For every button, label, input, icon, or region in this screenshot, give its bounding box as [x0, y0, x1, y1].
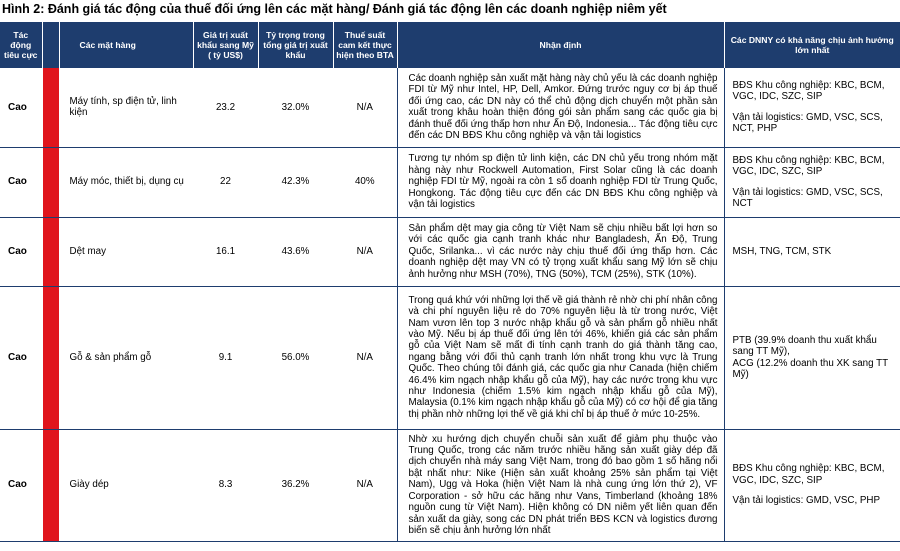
- stocks-cell: [724, 286, 900, 429]
- impact-level: Cao: [0, 217, 42, 286]
- bta-tax: N/A: [333, 217, 397, 286]
- impact-bar: [42, 68, 59, 147]
- impact-bar: [42, 147, 59, 217]
- export-share: 42.3%: [258, 147, 333, 217]
- comment-text: Sản phẩm dệt may gia công từ Việt Nam sẽ chịu nhiều bất lợi hơn so với các quốc gia cạnh tranh khác như Bangladesh, Ấn Độ, Trung Quốc, Srilanka... vì các nước này chịu thuế đối ứng thấp hơn. Các doanh nghiệp dệt may VN có tỷ trọng xuất khẩu sang Mỹ lớn sẽ chịu ảnh hưởng như MSH (70%), TNG (50%), TCM (25%), STK (10%).: [397, 217, 724, 286]
- stocks-industrial-park: BĐS Khu công nghiệp: KBC, BCM, VGC, IDC, SZC, SIP: [732, 79, 885, 103]
- figure-title: Hình 2: Đánh giá tác động của thuế đối ứng lên các mặt hàng/ Đánh giá tác động lên các doanh nghiệp niêm yết: [2, 2, 667, 16]
- sector-name: Dệt may: [59, 217, 193, 286]
- comment-text: Tương tự nhóm sp điện tử linh kiện, các DN chủ yếu trong nhóm mặt hàng này như Rockwell Automation, First Solar cũng là các doanh nghiệp FDI từ Mỹ, ngoài ra còn 1 số doanh nghiệp FDI từ Trung Quốc, Hongkong. Tác động tiêu cực đến các DN BĐS Khu công nghiệp và vận tải logistics: [397, 147, 724, 217]
- table-row: [0, 147, 900, 217]
- stocks-cell: [724, 68, 900, 147]
- sector-name: Máy tính, sp điện tử, linh kiện: [59, 68, 193, 147]
- table-row: [0, 217, 900, 286]
- export-value: 8.3: [193, 429, 258, 541]
- stocks-logistics: Vận tải logistics: GMD, VSC, PHP: [732, 495, 881, 507]
- bta-tax: N/A: [333, 286, 397, 429]
- export-value: 16.1: [193, 217, 258, 286]
- impact-level: Cao: [0, 147, 42, 217]
- table-row: [0, 429, 900, 541]
- stocks-cell: [724, 217, 900, 286]
- impact-level: Cao: [0, 68, 42, 147]
- stocks-industrial-park: BĐS Khu công nghiệp: KBC, BCM, VGC, IDC, SZC, SIP: [732, 154, 885, 178]
- header-comment: Nhận định: [397, 22, 724, 68]
- impact-level: Cao: [0, 286, 42, 429]
- impact-bar: [42, 217, 59, 286]
- header-sector: Các mặt hàng: [59, 22, 193, 68]
- export-value: 22: [193, 147, 258, 217]
- table-row: [0, 68, 900, 147]
- sector-name: Giày dép: [59, 429, 193, 541]
- header-stocks: Các DNNY có khả năng chịu ảnh hưởng lớn nhất: [724, 22, 900, 68]
- export-value: 23.2: [193, 68, 258, 147]
- stocks-ptb: PTB (39.9% doanh thu xuất khẩu sang TT Mỹ),: [732, 334, 877, 358]
- header-export-value: Giá trị xuất khẩu sang Mỹ ( tỷ US$): [193, 22, 258, 68]
- comment-text: Trong quá khứ với những lợi thế về giá thành rẻ nhờ chi phí nhân công và chi phí nguyên liệu rẻ do 70% nguyên liệu là từ trong nước, Việt Nam vươn lên top 3 nước nhập khẩu gỗ và sản phẩm gỗ nhiều nhất vào Mỹ. Nếu bị áp thuế đối ứng lên tới 46%, khiến giá các sản phẩm gỗ của Việt Nam sẽ mất đi tính cạnh tranh do giá thành tăng cao, ngang bằng với đối thủ cạnh tranh lớn nhất trong khu vực là Trung Quốc. Theo chúng tôi đánh giá, các quốc gia như Canada (hiện chiếm 46.4% kim ngạch nhập khẩu gỗ của Mỹ), hay các nước trong khu vực như Indonesia (chiếm 1.5% kim ngạch nhập khẩu gỗ của Mỹ), Malaysia (0.1% kim ngạch nhập khẩu gỗ của Mỹ) có cơ hội để gia tăng thị phần nhờ những lợi thế về giá khi chỉ bị áp thuế ở mức 10-25%.: [397, 286, 724, 429]
- stocks-industrial-park: BĐS Khu công nghiệp: KBC, BCM, VGC, IDC, SZC, SIP: [732, 463, 885, 486]
- export-value: 9.1: [193, 286, 258, 429]
- export-share: 56.0%: [258, 286, 333, 429]
- export-share: 43.6%: [258, 217, 333, 286]
- stocks-cell: [724, 429, 900, 541]
- header-share: Tỷ trọng trong tổng giá trị xuất khẩu: [258, 22, 333, 68]
- bta-tax: N/A: [333, 429, 397, 541]
- impact-bar: [42, 286, 59, 429]
- header-bta-tax: Thuế suất cam kết thực hiện theo BTA: [333, 22, 397, 68]
- stocks-logistics: Vận tải logistics: GMD, VSC, SCS, NCT, PHP: [732, 111, 883, 135]
- stocks-acg: ACG (12.2% doanh thu XK sang TT Mỹ): [732, 357, 888, 380]
- impact-level: Cao: [0, 429, 42, 541]
- comment-text: Nhờ xu hướng dịch chuyển chuỗi sản xuất để giảm phụ thuộc vào Trung Quốc, trong các năm trước nhiều hãng sản xuất giày dép đã dịch chuyển nhà máy sang Việt Nam, trong đó bao gồm 1 số hãng nổi bật nhất như: Nike (Hiện sản xuất khoảng 25% sản phẩm tại Việt Nam), Ugg và Hoka (hiện Việt Nam là nhà cung ứng lớn thứ 2), VF Corporation - sở hữu các hãng như Vans, Timberland (khoảng 18% nguồn cung từ Việt Nam). Hiện không có DN niêm yết liên quan đến sản xuất da giày, song các DN phát triển BĐS KCN và logistics đương biến sẽ chịu ảnh hưởng lớn nhất: [397, 429, 724, 541]
- bta-tax: N/A: [333, 68, 397, 147]
- impact-table: [0, 22, 900, 542]
- stocks-textile: MSH, TNG, TCM, STK: [732, 245, 832, 257]
- table-row: [0, 286, 900, 429]
- sector-name: Máy móc, thiết bị, dụng cụ: [59, 147, 193, 217]
- export-share: 32.0%: [258, 68, 333, 147]
- bta-tax: 40%: [333, 147, 397, 217]
- impact-bar: [42, 429, 59, 541]
- header-spacer: [42, 22, 59, 68]
- table-header-row: [0, 22, 900, 68]
- sector-name: Gỗ & sản phẩm gỗ: [59, 286, 193, 429]
- stocks-logistics: Vận tải logistics: GMD, VSC, SCS, NCT: [732, 186, 883, 209]
- header-impact: Tác động tiêu cực: [0, 22, 42, 68]
- export-share: 36.2%: [258, 429, 333, 541]
- comment-text: Các doanh nghiệp sản xuất mặt hàng này chủ yếu là các doanh nghiệp FDI từ Mỹ như Intel, HP, Dell, Amkor. Đứng trước nguy cơ bị áp thuế đối ứng cao, các DN này có thể chủ động dịch chuyển một phần sản xuất trong khâu hoàn thiện đóng gói sản phẩm sang các quốc gia bị đánh thuế đối ứng thấp hơn như Ấn Độ, Indonesia... Tác động tiêu cực đến các DN BĐS Khu công nghiệp và vận tải logistics: [397, 68, 724, 147]
- stocks-cell: [724, 147, 900, 217]
